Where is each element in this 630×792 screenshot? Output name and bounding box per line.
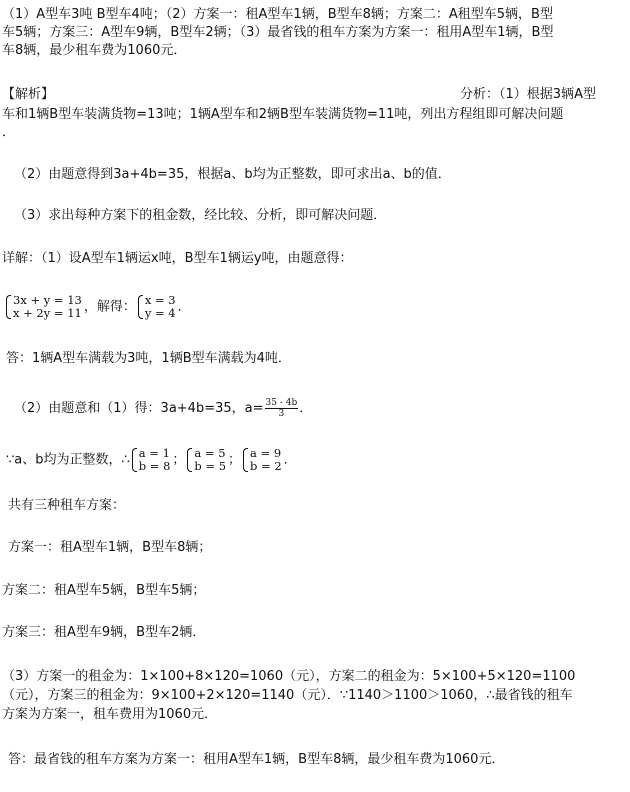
part3-line-1: （3）方案一的租金为：1×100+8×120=1060（元），方案二的租金为：5×100+5×120=1100	[2, 669, 576, 684]
analysis-p1-line-3: ．	[2, 125, 16, 140]
solution-3-b: b = 2	[250, 459, 282, 473]
part3-line-2: （元），方案三的租金为：9×100+2×120=1140（元）．∵1140＞1100＞1060，∴最省钱的租车	[2, 688, 573, 703]
solution-system	[138, 294, 176, 320]
solution-x: x = 3	[144, 293, 176, 307]
solution-y: y = 4	[144, 306, 176, 320]
separator-1: ；	[172, 452, 186, 468]
equation-1: 3x + y = 13	[13, 293, 82, 307]
part2-end: ．	[299, 401, 313, 416]
solution-period: ．	[177, 299, 191, 315]
fraction-numerator: 35 - 4b	[265, 398, 298, 408]
summary-line-3: 车8辆，最少租车费为1060元．	[2, 43, 187, 58]
equation-system	[6, 294, 82, 320]
solution-set-3	[243, 447, 282, 473]
solution-set-2	[187, 447, 226, 473]
fraction	[265, 398, 299, 419]
solution-2-b: b = 5	[194, 459, 227, 473]
part2-text: （2）由题意和（1）得：3a+4b=35，a=	[14, 401, 264, 416]
equation-2: x + 2y = 11	[13, 306, 82, 320]
plan-2: 方案二：租A型车5辆，B型车5辆；	[2, 583, 206, 598]
solution-set-1	[132, 447, 171, 473]
analysis-line-1	[2, 86, 626, 103]
summary-line-2: 车5辆；方案三：A型车9辆，B型车2辆；（3）最省钱的租车方案为方案一：租用A型车1辆，B型	[2, 25, 554, 40]
plan-3: 方案三：租A型车9辆，B型车2辆．	[2, 625, 206, 640]
analysis-p2: （2）由题意得到3a+4b=35，根据a、b均为正整数，即可求出a、b的值．	[14, 167, 451, 182]
part3-line-3: 方案为方案一，租车费用为1060元．	[2, 707, 218, 722]
analysis-p3: （3）求出每种方案下的租金数，经比较、分析，即可解决问题．	[14, 208, 387, 223]
solve-text: ，解得：	[83, 299, 136, 315]
analysis-p1-part2: A型	[574, 87, 596, 102]
integer-solutions-row	[6, 447, 630, 473]
solution-1-a: a = 1	[138, 446, 170, 460]
plan-1: 方案一：租A型车1辆，B型车8辆；	[8, 540, 212, 555]
summary-line-1: （1）A型车3吨 B型车4吨；（2）方案一：租A型车1辆，B型车8辆；方案二：A租型车5辆，B型	[2, 7, 553, 22]
final-answer: 答：最省钱的租车方案为方案一：租用A型车1辆，B型车8辆，最少租车费为1060元．	[8, 752, 505, 767]
plan-count: 共有三种租车方案：	[8, 498, 126, 513]
analysis-label: 分析：	[460, 87, 500, 102]
equation-system-row	[4, 294, 628, 320]
answer-1: 答：1辆A型车满载为3吨，1辆B型车满载为4吨．	[6, 351, 291, 366]
solution-1-b: b = 8	[138, 459, 171, 473]
separator-2: ；	[228, 452, 242, 468]
fraction-denominator: 3	[278, 409, 285, 419]
since-text: ∵a、b均为正整数，∴	[6, 452, 130, 468]
part2-row	[14, 398, 630, 419]
solution-period-2: ．	[283, 452, 297, 468]
analysis-header: 【解析】	[2, 87, 55, 102]
analysis-p1-part1: （1）根据3辆	[499, 87, 575, 102]
solution-3-a: a = 9	[250, 446, 282, 460]
detail-intro: 详解：（1）设A型车1辆运x吨，B型车1辆运y吨，由题意得：	[2, 251, 353, 266]
analysis-p1-line-2: 车和1辆B型车装满货物=13吨；1辆A型车和2辆B型车装满货物=11吨，列出方程组即可解决问题	[2, 107, 564, 122]
solution-2-a: a = 5	[194, 446, 226, 460]
